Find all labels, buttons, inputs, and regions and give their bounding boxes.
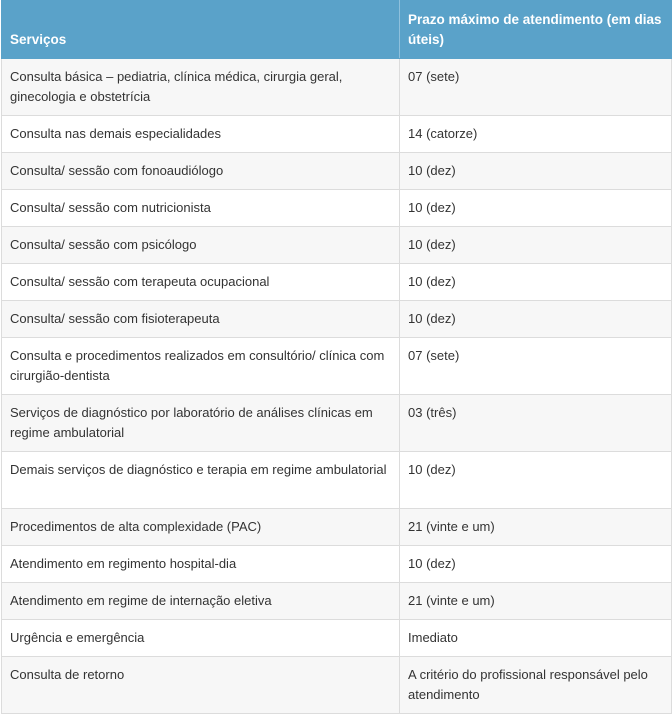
deadline-cell: 10 (dez)	[400, 452, 672, 509]
service-cell: Consulta/ sessão com fisioterapeuta	[2, 301, 400, 338]
service-cell: Atendimento em regimento hospital-dia	[2, 546, 400, 583]
deadline-cell: 10 (dez)	[400, 301, 672, 338]
service-cell: Demais serviços de diagnóstico e terapia em regime ambulatorial	[2, 452, 400, 509]
table-row	[2, 620, 672, 657]
service-cell: Consulta nas demais especialidades	[2, 116, 400, 153]
table-row	[2, 116, 672, 153]
service-cell: Consulta/ sessão com psicólogo	[2, 227, 400, 264]
table-row	[2, 264, 672, 301]
deadline-cell: 21 (vinte e um)	[400, 583, 672, 620]
deadline-cell: 21 (vinte e um)	[400, 509, 672, 546]
deadline-cell: 10 (dez)	[400, 190, 672, 227]
table-row	[2, 395, 672, 452]
table-row	[2, 546, 672, 583]
deadline-cell: 03 (três)	[400, 395, 672, 452]
service-cell: Consulta básica – pediatria, clínica médica, cirurgia geral, ginecologia e obstetrícia	[2, 59, 400, 116]
service-cell: Consulta/ sessão com nutricionista	[2, 190, 400, 227]
service-cell: Urgência e emergência	[2, 620, 400, 657]
table-row	[2, 301, 672, 338]
deadline-cell: A critério do profissional responsável pelo atendimento	[400, 657, 672, 714]
table-row	[2, 227, 672, 264]
service-cell: Consulta/ sessão com fonoaudiólogo	[2, 153, 400, 190]
table-row	[2, 190, 672, 227]
table-header-row	[2, 1, 672, 59]
deadline-cell: 07 (sete)	[400, 338, 672, 395]
deadline-cell: 10 (dez)	[400, 264, 672, 301]
column-header-services: Serviços	[2, 1, 400, 59]
table-row	[2, 657, 672, 714]
service-cell: Consulta de retorno	[2, 657, 400, 714]
table-row	[2, 338, 672, 395]
service-cell: Procedimentos de alta complexidade (PAC)	[2, 509, 400, 546]
deadline-cell: 10 (dez)	[400, 546, 672, 583]
deadline-cell: 14 (catorze)	[400, 116, 672, 153]
table-row	[2, 59, 672, 116]
service-deadline-table	[1, 0, 672, 714]
table-row	[2, 452, 672, 509]
service-cell: Consulta e procedimentos realizados em consultório/ clínica com cirurgião-dentista	[2, 338, 400, 395]
deadline-cell: 10 (dez)	[400, 227, 672, 264]
service-cell: Atendimento em regime de internação eletiva	[2, 583, 400, 620]
deadline-cell: Imediato	[400, 620, 672, 657]
service-cell: Consulta/ sessão com terapeuta ocupacional	[2, 264, 400, 301]
service-cell: Serviços de diagnóstico por laboratório de análises clínicas em regime ambulatorial	[2, 395, 400, 452]
deadline-cell: 10 (dez)	[400, 153, 672, 190]
table-row	[2, 153, 672, 190]
deadline-cell: 07 (sete)	[400, 59, 672, 116]
column-header-deadline: Prazo máximo de atendimento (em dias úteis)	[400, 1, 672, 59]
table-row	[2, 583, 672, 620]
table-row	[2, 509, 672, 546]
